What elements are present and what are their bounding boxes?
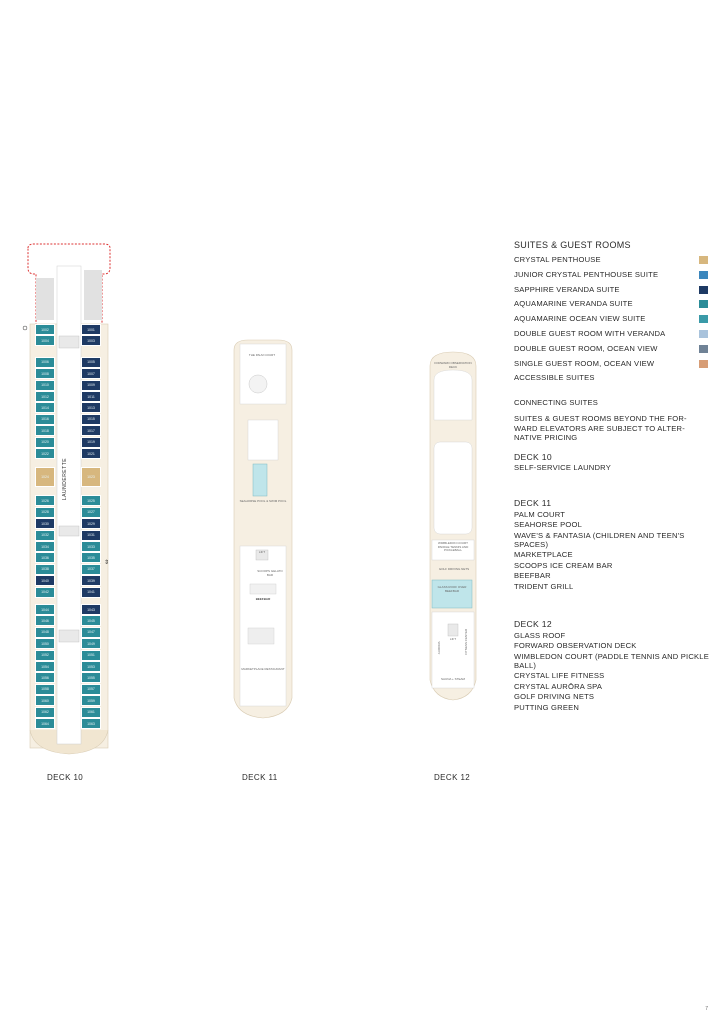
deck12-aurora-label: AURORA bbox=[437, 641, 442, 655]
deck10-label: DECK 10 bbox=[47, 773, 84, 782]
legend-item-label: ACCESSIBLE SUITES bbox=[514, 373, 595, 383]
cabin-1030: 1030 bbox=[35, 518, 55, 529]
feature-item: SELF-SERVICE LAUNDRY bbox=[514, 463, 611, 472]
cabin-1039: 1039 bbox=[81, 575, 101, 586]
legend-swatch bbox=[699, 300, 708, 308]
feature-item: SCOOPS ICE CREAM BAR bbox=[514, 560, 613, 570]
cabin-1022: 1022 bbox=[35, 448, 55, 459]
cabin-1013: 1013 bbox=[81, 402, 101, 413]
cabin-1027: 1027 bbox=[81, 507, 101, 518]
deck11-scoops-label: SCOOPS GELATO BAR bbox=[257, 569, 283, 577]
cabin-1057: 1057 bbox=[81, 684, 101, 695]
deck11-lift-label: LIFT bbox=[258, 550, 266, 554]
feature-item: BEEFBAR bbox=[514, 571, 551, 581]
deck11-heading: DECK 11 bbox=[514, 498, 552, 508]
cabin-1040: 1040 bbox=[35, 575, 55, 586]
cabin-1034: 1034 bbox=[35, 541, 55, 552]
svg-text:⇕: ⇕ bbox=[104, 559, 110, 566]
cabin-1058: 1058 bbox=[35, 684, 55, 695]
cabin-1020: 1020 bbox=[35, 437, 55, 448]
page-number: 7 bbox=[705, 1006, 708, 1012]
cabin-1037: 1037 bbox=[81, 564, 101, 575]
deck11-beefbar-label: BEEFBAR bbox=[255, 597, 271, 601]
cabin-1046: 1046 bbox=[35, 615, 55, 626]
cabin-1055: 1055 bbox=[81, 672, 101, 683]
legend-swatch bbox=[699, 271, 708, 279]
deck12-heading: DECK 12 bbox=[514, 619, 552, 629]
cabin-1002: 1002 bbox=[35, 324, 55, 335]
deck11-label: DECK 11 bbox=[242, 773, 278, 782]
deck12-fitness-label: FITNESS CENTER bbox=[464, 628, 469, 655]
cabin-1033: 1033 bbox=[81, 541, 101, 552]
cabin-1025: 1025 bbox=[81, 495, 101, 506]
forward-elevator-note: SUITES & GUEST ROOMS BEYOND THE FOR- WARD ELEVATORS ARE SUBJECT TO ALTER- NATIVE PRICING bbox=[514, 414, 687, 442]
cabin-1006: 1006 bbox=[35, 357, 55, 368]
legend-item-label: CRYSTAL PENTHOUSE bbox=[514, 255, 601, 264]
cabin-1051: 1051 bbox=[81, 650, 101, 661]
cabin-1008: 1008 bbox=[35, 368, 55, 379]
legend-swatch bbox=[699, 360, 708, 368]
cabin-1052: 1052 bbox=[35, 650, 55, 661]
legend-item-label: JUNIOR CRYSTAL PENTHOUSE SUITE bbox=[514, 269, 659, 279]
cabin-1014: 1014 bbox=[35, 402, 55, 413]
legend-item-label: SAPPHIRE VERANDA SUITE bbox=[514, 284, 620, 294]
cabin-1021: 1021 bbox=[81, 448, 101, 459]
feature-item: WAVE'S & FANTASIA (CHILDREN AND TEEN'S SPACES) bbox=[514, 530, 685, 550]
cabin-1064: 1064 bbox=[35, 718, 55, 729]
cabin-1060: 1060 bbox=[35, 695, 55, 706]
cabin-1004: 1004 bbox=[35, 335, 55, 346]
cabin-1001: 1001 bbox=[81, 324, 101, 335]
legend-swatch bbox=[699, 315, 708, 323]
deck12-glass-label: GLASS ROOF OVER BEEFBAR bbox=[437, 585, 467, 593]
cabin-1026: 1026 bbox=[35, 495, 55, 506]
feature-item: SEAHORSE POOL bbox=[514, 520, 583, 530]
deck10-heading: DECK 10 bbox=[514, 452, 552, 462]
cabin-1038: 1038 bbox=[35, 564, 55, 575]
cabin-1061: 1061 bbox=[81, 707, 101, 718]
cabin-1048: 1048 bbox=[35, 627, 55, 638]
cabin-1024: 1024 bbox=[35, 467, 55, 487]
cabin-1003: 1003 bbox=[81, 335, 101, 346]
cabin-1063: 1063 bbox=[81, 718, 101, 729]
legend-item-label: DOUBLE GUEST ROOM WITH VERANDA bbox=[514, 329, 666, 338]
cabin-1029: 1029 bbox=[81, 518, 101, 529]
legend-item-label: SINGLE GUEST ROOM, OCEAN VIEW bbox=[514, 358, 655, 368]
deck12-wimbledon-label: WIMBLEDON COURT PADDLE TENNIS AND PICKLEBALL bbox=[437, 541, 469, 553]
cabin-1049: 1049 bbox=[81, 638, 101, 649]
cabin-1036: 1036 bbox=[35, 552, 55, 563]
cabin-1016: 1016 bbox=[35, 414, 55, 425]
cabin-1053: 1053 bbox=[81, 661, 101, 672]
cabin-1005: 1005 bbox=[81, 357, 101, 368]
launderette-label: LAUNDERETTE bbox=[62, 457, 68, 501]
legend-swatch bbox=[699, 345, 708, 353]
deck11-hull bbox=[228, 338, 298, 720]
cabin-1032: 1032 bbox=[35, 530, 55, 541]
feature-item: PALM COURT bbox=[514, 510, 566, 519]
deck12-forward-label: FORWARD OBSERVATION DECK bbox=[434, 361, 472, 369]
legend-item-label: AQUAMARINE OCEAN VIEW SUITE bbox=[514, 314, 646, 324]
cabin-1042: 1042 bbox=[35, 587, 55, 598]
feature-item: WIMBLEDON COURT (PADDLE TENNIS AND PICKLE BALL) bbox=[514, 651, 709, 671]
feature-item: GLASS ROOF bbox=[514, 631, 566, 640]
deck12-label: DECK 12 bbox=[434, 773, 471, 782]
cabin-1019: 1019 bbox=[81, 437, 101, 448]
cabin-1012: 1012 bbox=[35, 391, 55, 402]
deck10-plan bbox=[14, 240, 124, 760]
cabin-1023: 1023 bbox=[81, 467, 101, 487]
legend-swatch bbox=[699, 286, 708, 294]
legend-item-label: AQUAMARINE VERANDA SUITE bbox=[514, 299, 633, 309]
cabin-1010: 1010 bbox=[35, 380, 55, 391]
connecting-suites-note: CONNECTING SUITES bbox=[514, 398, 598, 407]
feature-item: CRYSTAL LIFE FITNESS bbox=[514, 671, 605, 681]
legend-swatch bbox=[699, 256, 708, 264]
legend-title: SUITES & GUEST ROOMS bbox=[514, 240, 631, 250]
cabin-1043: 1043 bbox=[81, 604, 101, 615]
cabin-1041: 1041 bbox=[81, 587, 101, 598]
feature-item: CRYSTAL AURŌRA SPA bbox=[514, 681, 603, 691]
deck12-golf-label: GOLF DRIVING NETS bbox=[438, 567, 470, 571]
cabin-1054: 1054 bbox=[35, 661, 55, 672]
deck12-hull bbox=[424, 350, 482, 702]
legend-item-label: DOUBLE GUEST ROOM, OCEAN VIEW bbox=[514, 343, 658, 353]
cabin-1018: 1018 bbox=[35, 425, 55, 436]
cabin-1050: 1050 bbox=[35, 638, 55, 649]
cabin-1047: 1047 bbox=[81, 627, 101, 638]
cabin-1059: 1059 bbox=[81, 695, 101, 706]
deck11-palm-label: THE PALM COURT bbox=[248, 353, 276, 357]
feature-item: FORWARD OBSERVATION DECK bbox=[514, 641, 637, 651]
cabin-1007: 1007 bbox=[81, 368, 101, 379]
feature-item: MARKETPLACE bbox=[514, 550, 573, 560]
feature-item: PUTTING GREEN bbox=[514, 702, 580, 712]
deck11-market-label: MARKETPLACE RESTAURANT bbox=[241, 667, 285, 671]
deck12-lift-label: LIFT bbox=[449, 637, 457, 641]
deck12-sauna-label: SAUNA + STEAM bbox=[441, 677, 465, 681]
deck10-hull bbox=[14, 240, 124, 760]
feature-item: GOLF DRIVING NETS bbox=[514, 692, 595, 702]
deck11-plan bbox=[228, 338, 298, 720]
cabin-1009: 1009 bbox=[81, 380, 101, 391]
cabin-1017: 1017 bbox=[81, 425, 101, 436]
cabin-1011: 1011 bbox=[81, 391, 101, 402]
cabin-1062: 1062 bbox=[35, 707, 55, 718]
cabin-1028: 1028 bbox=[35, 507, 55, 518]
cabin-1015: 1015 bbox=[81, 414, 101, 425]
cabin-1035: 1035 bbox=[81, 552, 101, 563]
cabin-1044: 1044 bbox=[35, 604, 55, 615]
cabin-1056: 1056 bbox=[35, 672, 55, 683]
cabin-1045: 1045 bbox=[81, 615, 101, 626]
legend-swatch bbox=[699, 330, 708, 338]
feature-item: TRIDENT GRILL bbox=[514, 581, 574, 591]
deck11-pool-label: SEAHORSE POOL & SWIM POOL bbox=[239, 499, 287, 503]
deck12-plan bbox=[424, 350, 482, 702]
cabin-1031: 1031 bbox=[81, 530, 101, 541]
